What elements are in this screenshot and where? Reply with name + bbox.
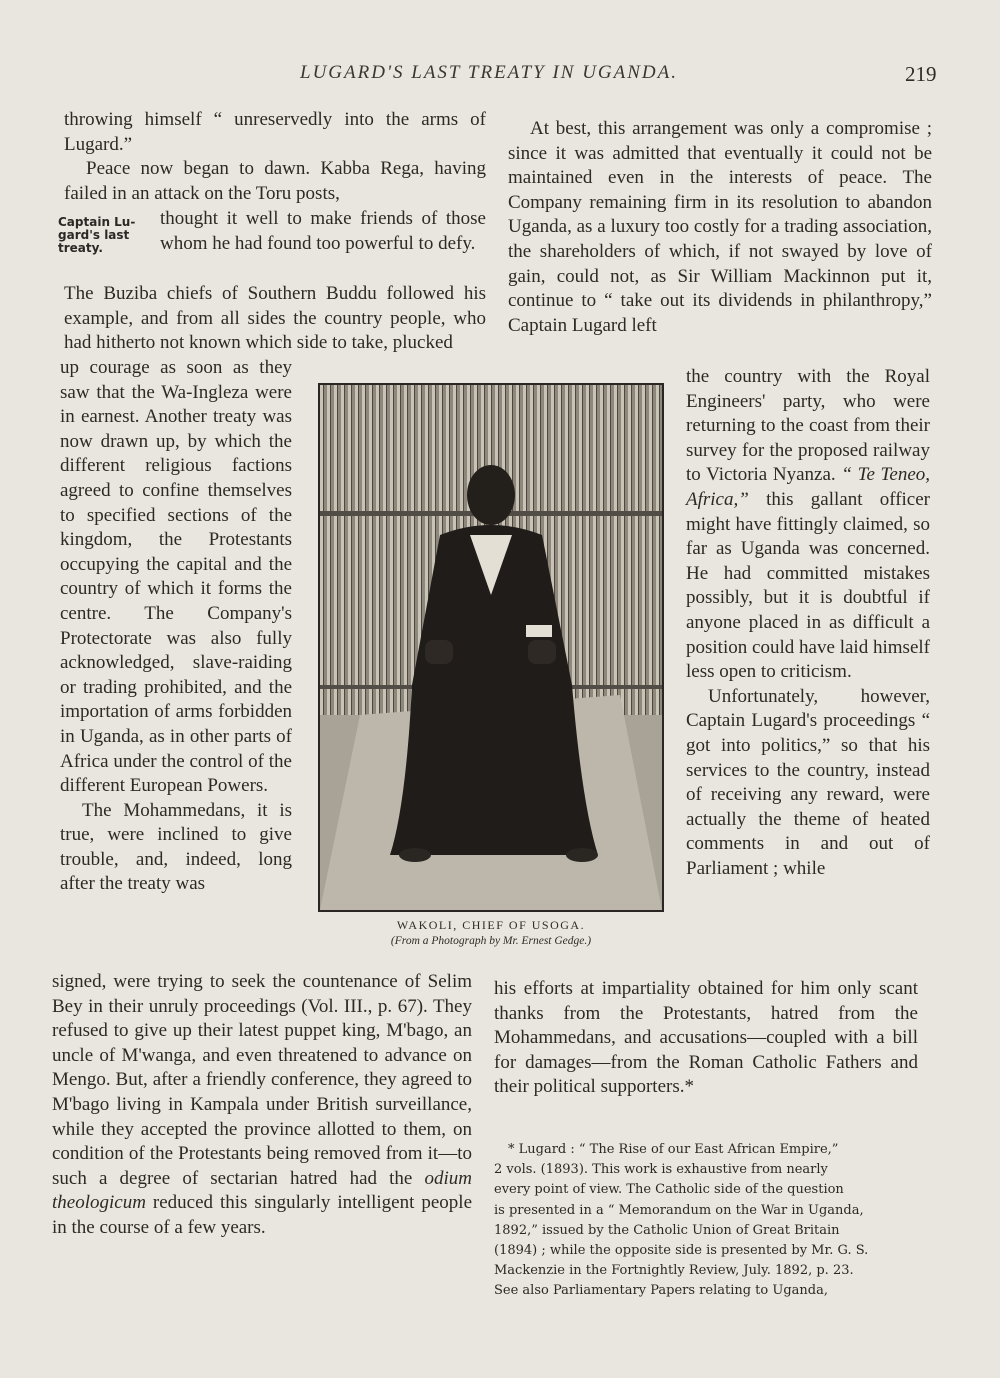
paragraph-fragment — [52, 970, 472, 1241]
left-column-middle — [64, 282, 486, 356]
footnote — [494, 1140, 918, 1302]
paragraph-fragment: thought it well to make friends of those whom he had found too powerful to defy. — [160, 208, 486, 254]
sidenote-line: gard's last — [58, 228, 130, 242]
paragraph-fragment: Unfortunately, however, Captain Lugard's proceedings “ got into politics,” so that his services to the country, instead of receiving any reward, were actually the theme of heated comments in and out of Parliament ; while — [686, 685, 930, 879]
text-run: this gallant officer might have fittingly claimed, so far as Uganda was concerned. He had committed mistakes possibly, but it is doubtful if anyone placed in as difficult a position could have laid himself less open to criticism. — [686, 488, 930, 683]
footnote-line: * Lugard : “ The Rise of our East African Empire,” — [508, 1142, 839, 1157]
right-column-narrow — [686, 365, 930, 881]
paragraph-fragment: up courage as soon as they saw that the Wa-Ingleza were in earnest. Another treaty was now drawn up, by which the different religious factions agreed to confine themselves to specified sections of the kingdom, the Protestants occupying the capital and the country of which it forms the centre. The Company's Protectorate was also fully acknowledged, slave-raiding or trading prohibited, and the importation of arms forbidden in Uganda, as in other parts of Africa under the control of the different European Powers. — [60, 357, 292, 797]
left-column-narrow — [60, 356, 292, 897]
paragraph-fragment: The Buziba chiefs of Southern Buddu followed his example, and from all sides the country people, who had hitherto not known which side to take, plucked — [64, 283, 486, 354]
paragraph-fragment — [686, 365, 930, 685]
caption-credit: (From a Photograph by Mr. Ernest Gedge.) — [390, 935, 592, 947]
running-head: LUGARD'S LAST TREATY IN UGANDA. — [300, 62, 679, 83]
paragraph-fragment: At best, this arrangement was only a compromise ; since it was admitted that eventually it could not be maintained even in the interests of peace. The Company remaining firm in its resolution to abandon Uganda, as a luxury too costly for a trading association, the shareholders of which, if not swayed by love of gain, could not, as Sir William Mackinnon put it, continue to “ take out its dividends in philanthropy,” Captain Lugard left — [508, 118, 932, 336]
caption-title: WAKOLI, CHIEF OF USOGA. — [396, 918, 586, 932]
paragraph: throwing himself “ unreservedly into the arms of Lugard.” — [64, 109, 486, 155]
italic-phrase: odium theologicum — [52, 1167, 473, 1214]
portrait-photo-illustration — [320, 385, 662, 910]
left-column-beside-note — [160, 207, 486, 256]
page-number: 219 — [905, 62, 937, 86]
margin-sidenote — [58, 216, 152, 255]
footnote-line: 1892,” issued by the Catholic Union of Great Britain — [494, 1222, 840, 1238]
left-column-top — [64, 108, 486, 206]
italic-phrase: “ Te Teneo, Africa,” — [686, 464, 930, 510]
sidenote-line: Captain Lu- — [58, 215, 136, 229]
footnote-line: is presented in a “ Memorandum on the War in Uganda, — [494, 1202, 864, 1218]
right-column-bottom — [494, 977, 918, 1100]
sidenote-line: treaty. — [58, 241, 103, 255]
right-column-top — [508, 117, 932, 338]
footnote-line: every point of view. The Catholic side of the question — [494, 1182, 844, 1198]
paragraph: Peace now began to dawn. Kabba Rega, having failed in an attack on the Toru posts, — [64, 158, 486, 204]
footnote-line: Mackenzie in the Fortnightly Review, July. 1892, p. 23. — [494, 1263, 854, 1279]
footnote-line: See also Parliamentary Papers relating to Uganda, — [494, 1283, 828, 1299]
paragraph-fragment: The Mohammedans, it is true, were inclined to give trouble, and, indeed, long after the treaty was — [60, 799, 292, 895]
text-run: reduced this singularly intelligent people in the course of a few years. — [52, 1192, 472, 1238]
photograph-figure — [318, 383, 664, 912]
figure-caption — [318, 917, 664, 949]
footnote-line: (1894) ; while the opposite side is presented by Mr. G. S. — [494, 1243, 869, 1259]
text-run: the country with the Royal Engineers' party, who were returning to the coast from their survey for the proposed railway to Victoria Nyanza. — [686, 366, 930, 486]
footnote-line: 2 vols. (1893). This work is exhaustive from nearly — [494, 1162, 828, 1178]
left-column-bottom — [52, 970, 472, 1241]
paragraph-fragment: his efforts at impartiality obtained for him only scant thanks from the Protestants, hatred from the Mohammedans, and accusations—coupled with a bill for damages—from the Roman Catholic Fathers and their political supporters.* — [494, 978, 918, 1098]
text-run: signed, were trying to seek the countenance of Selim Bey in their unruly proceedings (Vol. III., p. 67). They refused to give up their latest puppet king, M'bago, an uncle of M'wanga, and even threatened to advance on Mengo. But, after a friendly conference, they agreed to M'bago living in Kampala under British surveillance, while they accepted the province allotted to them, on condition of the Protestants being removed from it—to such a degree of sectarian hatred had the — [52, 971, 472, 1189]
